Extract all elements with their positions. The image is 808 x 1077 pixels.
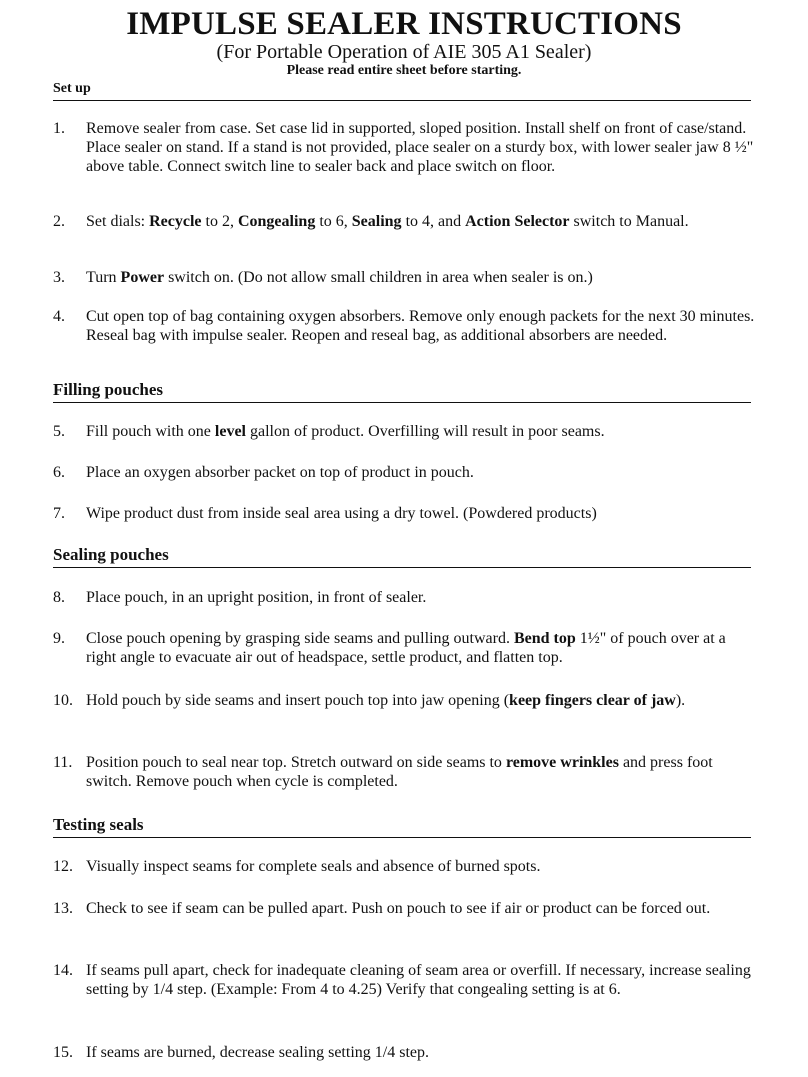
item-number: 5. <box>53 423 65 440</box>
item-number: 1. <box>53 120 65 137</box>
item-text: Place an oxygen absorber packet on top of product in pouch. <box>86 464 474 481</box>
item-text: If seams pull apart, check for inadequate cleaning of seam area or overfill. If necessary, increase sealing setting by 1/4 step. (Example: From 4 to 4.25) Verify that congealing setting is at 6. <box>86 962 751 998</box>
item-number: 14. <box>53 962 73 979</box>
item-number: 8. <box>53 589 65 606</box>
item-text: Remove sealer from case. Set case lid in supported, sloped position. Install shelf on front of case/stand. Place sealer on stand. If a stand is not provided, place sealer on a sturdy box, with lower sealer jaw 8 ½" above table. Connect switch line to sealer back and place switch on floor. <box>86 120 754 175</box>
section-heading-testing-seals: Testing seals <box>53 814 751 838</box>
item-text: Place pouch, in an upright position, in front of sealer. <box>86 589 427 606</box>
item-number: 9. <box>53 630 65 647</box>
item-number: 12. <box>53 858 73 875</box>
item-text: Cut open top of bag containing oxygen absorbers. Remove only enough packets for the next 30 minutes. Reseal bag with impulse sealer. Reopen and reseal bag, as additional absorbers are needed. <box>86 308 755 344</box>
item-text: Turn Power switch on. (Do not allow small children in area when sealer is on.) <box>86 269 593 286</box>
item-number: 3. <box>53 269 65 286</box>
item-text: Wipe product dust from inside seal area using a dry towel. (Powdered products) <box>86 505 597 522</box>
item-text: Visually inspect seams for complete seals and absence of burned spots. <box>86 858 541 875</box>
item-number: 6. <box>53 464 65 481</box>
item-number: 11. <box>53 754 73 771</box>
read-notice: Please read entire sheet before starting. <box>286 63 522 78</box>
item-text: If seams are burned, decrease sealing setting 1/4 step. <box>86 1044 429 1061</box>
item-text: Check to see if seam can be pulled apart. Push on pouch to see if air or product can be forced out. <box>86 900 711 917</box>
item-text: Fill pouch with one level gallon of product. Overfilling will result in poor seams. <box>86 423 605 440</box>
item-number: 4. <box>53 308 65 325</box>
section-heading-filling-pouches: Filling pouches <box>53 379 751 403</box>
page-subtitle: (For Portable Operation of AIE 305 A1 Sealer) <box>216 41 592 63</box>
item-number: 15. <box>53 1044 73 1061</box>
item-number: 13. <box>53 900 73 917</box>
item-text: Hold pouch by side seams and insert pouch top into jaw opening (keep fingers clear of jaw). <box>86 692 686 709</box>
item-number: 7. <box>53 505 65 522</box>
item-text: Set dials: Recycle to 2, Congealing to 6, Sealing to 4, and Action Selector switch to Manual. <box>86 213 689 230</box>
item-number: 2. <box>53 213 65 230</box>
item-text: Close pouch opening by grasping side seams and pulling outward. Bend top 1½" of pouch over at a right angle to evacuate air out of headspace, settle product, and flatten top. <box>86 630 726 666</box>
page-title: IMPULSE SEALER INSTRUCTIONS <box>126 6 682 42</box>
item-number: 10. <box>53 692 73 709</box>
section-heading-set-up: Set up <box>53 80 751 101</box>
item-text: Position pouch to seal near top. Stretch outward on side seams to remove wrinkles and press foot switch. Remove pouch when cycle is completed. <box>86 754 713 790</box>
section-heading-sealing-pouches: Sealing pouches <box>53 544 751 568</box>
